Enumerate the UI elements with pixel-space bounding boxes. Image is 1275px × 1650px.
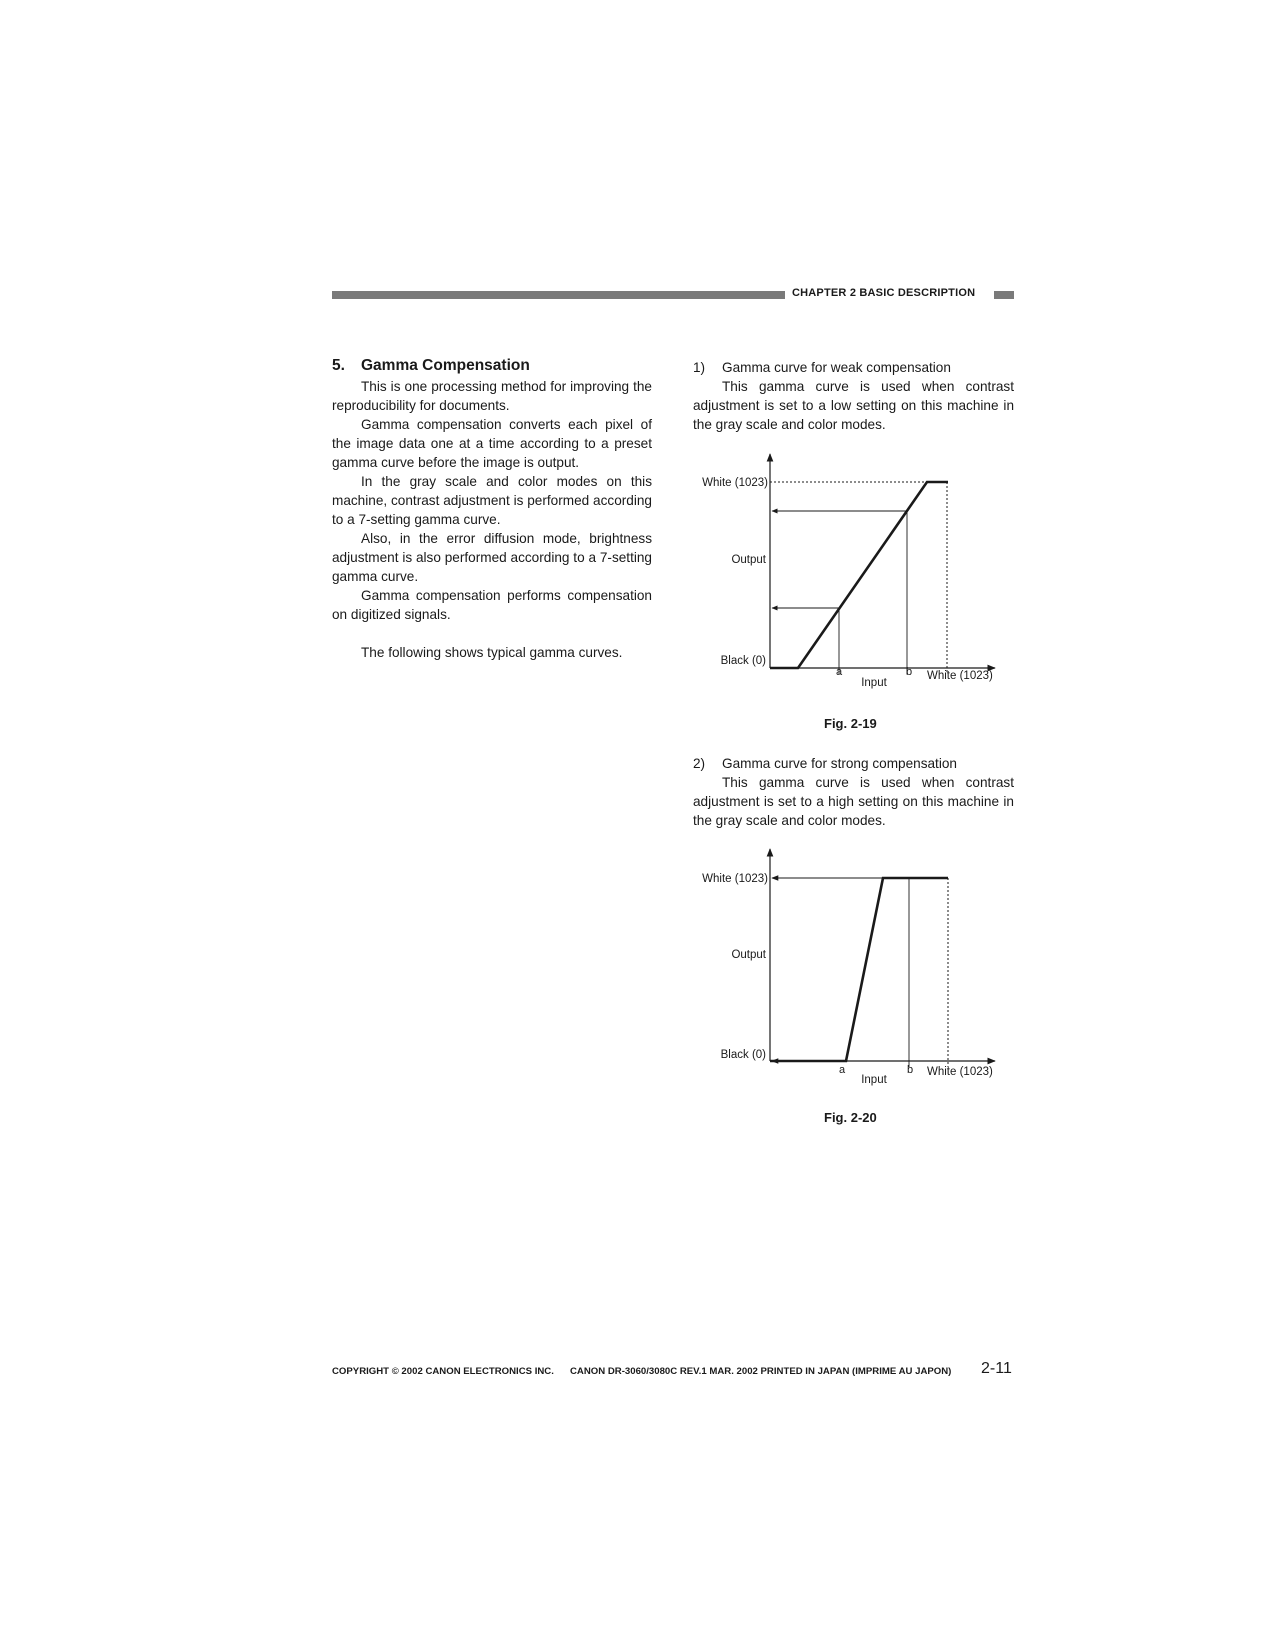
label-output: Output [731,554,766,566]
item-number: 1) [693,360,706,375]
label-black: Black (0) [720,1049,766,1061]
paragraph: Gamma compensation converts each pixel of the image data one at a time according to a preset gamma curve before the image is output. [332,417,652,470]
label-b: b [905,666,913,678]
paragraph: Gamma compensation performs compensation on digitized signals. [332,588,652,622]
item-text: This gamma curve is used when contrast adjustment is set to a high setting on this machine in the gray scale and color modes. [693,775,1014,828]
header-rule-end [994,291,1014,299]
figure-weak-gamma [680,448,1020,708]
gamma-curve [770,878,948,1061]
item-title: Gamma curve for weak compensation [722,360,951,375]
label-input: Input [861,1074,887,1086]
footer-copyright: COPYRIGHT © 2002 CANON ELECTRONICS INC. [332,1366,554,1377]
label-a: a [838,1064,846,1076]
figure-caption: Fig. 2-19 [824,716,877,731]
item-heading [693,754,1014,773]
figure-strong-gamma [680,843,1020,1103]
item-heading [693,358,1014,377]
section-title: Gamma Compensation [361,357,530,374]
label-b: b [906,1064,914,1076]
item-text: This gamma curve is used when contrast adjustment is set to a low setting on this machine in the gray scale and color modes. [693,379,1014,432]
item-strong [693,754,1014,830]
item-number: 2) [693,756,706,771]
figure-caption: Fig. 2-20 [824,1110,877,1125]
label-input: Input [861,677,887,689]
gamma-diagram-strong [680,843,1020,1103]
label-black: Black (0) [720,655,766,667]
page-number: 2-11 [981,1360,1012,1377]
item-title: Gamma curve for strong compensation [722,756,957,771]
paragraph: The following shows typical gamma curves. [361,645,623,660]
section-heading [332,357,652,375]
gamma-diagram-weak [680,448,1020,708]
footer-model-info: CANON DR-3060/3080C REV.1 MAR. 2002 PRINTED IN JAPAN (IMPRIME AU JAPON) [570,1366,952,1377]
label-a: a [835,666,843,678]
paragraph: Also, in the error diffusion mode, brightness adjustment is also performed according to a 7-setting gamma curve. [332,531,652,584]
chapter-title: CHAPTER 2 BASIC DESCRIPTION [792,287,976,299]
item-weak [693,358,1014,434]
label-white-output: White (1023) [702,873,768,885]
label-white-output: White (1023) [702,477,768,489]
left-column [332,357,652,662]
label-white-input: White (1023) [927,670,993,682]
section-number: 5. [332,357,345,374]
paragraph: In the gray scale and color modes on this machine, contrast adjustment is performed according to a 7-setting gamma curve. [332,474,652,527]
gamma-curve [770,482,948,668]
label-white-input: White (1023) [927,1066,993,1078]
header-rule [332,291,785,299]
paragraph: This is one processing method for improving the reproducibility for documents. [332,379,652,413]
label-output: Output [731,949,766,961]
